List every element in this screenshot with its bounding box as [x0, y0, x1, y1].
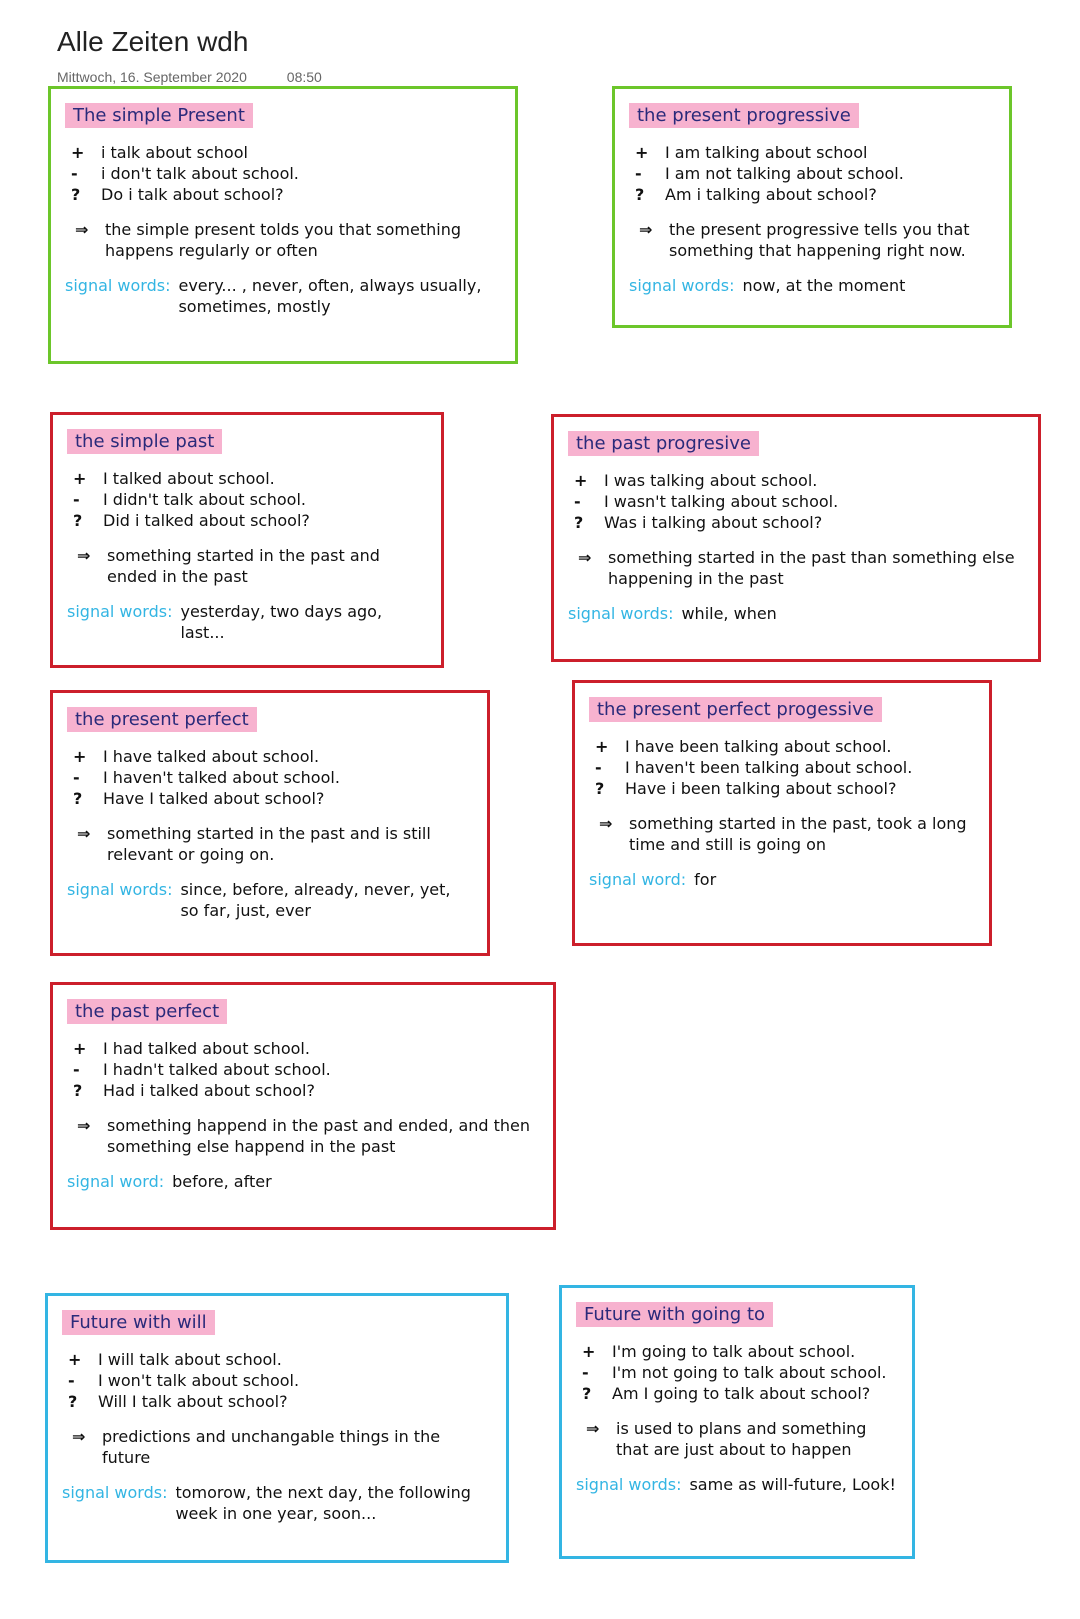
plus-symbol: +: [73, 469, 87, 488]
plus-symbol: +: [68, 1350, 82, 1369]
tense-card-future-going-to: [559, 1285, 915, 1559]
arrow-icon: ⇒: [72, 1427, 86, 1446]
example-list: [68, 1349, 492, 1412]
question-example: ? Will I talk about school?: [68, 1392, 288, 1411]
example-list: [574, 470, 1024, 533]
tense-card-past-perfect: [50, 982, 556, 1230]
usage-explanation: ⇒ is used to plans and something that are just about to happen: [586, 1419, 867, 1459]
minus-symbol: -: [595, 758, 602, 777]
question-symbol: ?: [595, 779, 605, 798]
signal-words: signal words: every... , never, often, always usually, sometimes, mostly: [65, 276, 482, 316]
page-time: 08:50: [286, 69, 322, 85]
signal-label: signal words:: [576, 1475, 682, 1494]
signal-words: signal word: for: [589, 870, 717, 889]
positive-example: + I had talked about school.: [73, 1039, 310, 1058]
plus-symbol: +: [635, 143, 649, 162]
signal-words: signal words: same as will-future, Look!: [576, 1475, 896, 1494]
arrow-icon: ⇒: [639, 220, 653, 239]
plus-symbol: +: [582, 1342, 596, 1361]
plus-symbol: +: [71, 143, 85, 162]
positive-example: + I'm going to talk about school.: [582, 1342, 856, 1361]
example-list: [635, 142, 995, 205]
signal-label: signal words:: [629, 276, 735, 295]
signal-words: signal words: while, when: [568, 604, 777, 623]
tense-heading: the past perfect: [67, 999, 227, 1024]
tense-heading: the present progressive: [629, 103, 859, 128]
usage-explanation: ⇒ something started in the past and is still relevant or going on.: [77, 824, 431, 864]
tense-card-simple-present: [48, 86, 518, 364]
negative-example: - I wasn't talking about school.: [574, 492, 839, 511]
negative-example: - I'm not going to talk about school.: [582, 1363, 887, 1382]
tense-heading: Future with going to: [576, 1302, 773, 1327]
arrow-icon: ⇒: [578, 548, 592, 567]
plus-symbol: +: [73, 747, 87, 766]
negative-example: - I hadn't talked about school.: [73, 1060, 331, 1079]
arrow-icon: ⇒: [586, 1419, 600, 1438]
positive-example: + I am talking about school: [635, 143, 868, 162]
negative-example: - i don't talk about school.: [71, 164, 299, 183]
question-example: ? Had i talked about school?: [73, 1081, 315, 1100]
tense-heading: The simple Present: [65, 103, 253, 128]
positive-example: + I have been talking about school.: [595, 737, 892, 756]
question-symbol: ?: [73, 511, 83, 530]
usage-explanation: ⇒ something started in the past than something else happening in the past: [578, 548, 1015, 588]
usage-explanation: ⇒ the simple present tolds you that something happens regularly or often: [75, 220, 462, 260]
page-meta: [57, 69, 322, 85]
signal-words: signal words: tomorow, the next day, the following week in one year, soon...: [62, 1483, 471, 1523]
question-symbol: ?: [68, 1392, 78, 1411]
usage-explanation: ⇒ predictions and unchangable things in the future: [72, 1427, 441, 1467]
positive-example: + I have talked about school.: [73, 747, 320, 766]
question-symbol: ?: [574, 513, 584, 532]
question-symbol: ?: [73, 1081, 83, 1100]
positive-example: + I will talk about school.: [68, 1350, 282, 1369]
signal-words: signal word: before, after: [67, 1172, 272, 1191]
minus-symbol: -: [73, 490, 80, 509]
example-list: [73, 1038, 539, 1101]
signal-label: signal words:: [67, 880, 173, 899]
arrow-icon: ⇒: [599, 814, 613, 833]
signal-words: signal words: yesterday, two days ago, last...: [67, 602, 383, 642]
plus-symbol: +: [595, 737, 609, 756]
question-example: ? Do i talk about school?: [71, 185, 284, 204]
question-example: ? Was i talking about school?: [574, 513, 823, 532]
example-list: [582, 1341, 898, 1404]
negative-example: - I won't talk about school.: [68, 1371, 300, 1390]
positive-example: + i talk about school: [71, 143, 248, 162]
arrow-icon: ⇒: [77, 546, 91, 565]
question-example: ? Did i talked about school?: [73, 511, 310, 530]
arrow-icon: ⇒: [75, 220, 89, 239]
tense-heading: the present perfect: [67, 707, 257, 732]
negative-example: - I haven't talked about school.: [73, 768, 340, 787]
minus-symbol: -: [68, 1371, 75, 1390]
tense-card-present-perfect: [50, 690, 490, 956]
question-symbol: ?: [635, 185, 645, 204]
negative-example: - I am not talking about school.: [635, 164, 904, 183]
tense-card-present-perfect-progressive: [572, 680, 992, 946]
signal-label: signal word:: [589, 870, 687, 889]
example-list: [73, 746, 473, 809]
arrow-icon: ⇒: [77, 1116, 91, 1135]
question-example: ? Have I talked about school?: [73, 789, 325, 808]
signal-label: signal words:: [62, 1483, 168, 1502]
question-symbol: ?: [71, 185, 81, 204]
signal-label: signal words:: [568, 604, 674, 623]
tense-card-past-progressive: [551, 414, 1041, 662]
positive-example: + I was talking about school.: [574, 471, 818, 490]
minus-symbol: -: [71, 164, 78, 183]
tense-card-present-progressive: [612, 86, 1012, 328]
plus-symbol: +: [574, 471, 588, 490]
usage-explanation: ⇒ the present progressive tells you that something that happening right now.: [639, 220, 970, 260]
signal-label: signal word:: [67, 1172, 165, 1191]
plus-symbol: +: [73, 1039, 87, 1058]
usage-explanation: ⇒ something started in the past and ended in the past: [77, 546, 380, 586]
tense-heading: the past progresive: [568, 431, 759, 456]
signal-words: signal words: now, at the moment: [629, 276, 906, 295]
usage-explanation: ⇒ something happend in the past and ended, and then something else happend in the past: [77, 1116, 531, 1156]
tense-heading: the present perfect progessive: [589, 697, 882, 722]
signal-label: signal words:: [65, 276, 171, 295]
example-list: [595, 736, 975, 799]
page-title: Alle Zeiten wdh: [57, 26, 249, 57]
example-list: [71, 142, 501, 205]
negative-example: - I didn't talk about school.: [73, 490, 306, 509]
tense-heading: Future with will: [62, 1310, 215, 1335]
tense-card-future-will: [45, 1293, 509, 1563]
tense-heading: the simple past: [67, 429, 222, 454]
minus-symbol: -: [73, 1060, 80, 1079]
question-example: ? Am i talking about school?: [635, 185, 877, 204]
question-example: ? Have i been talking about school?: [595, 779, 897, 798]
minus-symbol: -: [635, 164, 642, 183]
question-symbol: ?: [73, 789, 83, 808]
question-symbol: ?: [582, 1384, 592, 1403]
question-example: ? Am I going to talk about school?: [582, 1384, 871, 1403]
example-list: [73, 468, 427, 531]
usage-explanation: ⇒ something started in the past, took a long time and still is going on: [599, 814, 967, 854]
minus-symbol: -: [574, 492, 581, 511]
minus-symbol: -: [73, 768, 80, 787]
signal-words: signal words: since, before, already, never, yet, so far, just, ever: [67, 880, 451, 920]
signal-label: signal words:: [67, 602, 173, 621]
minus-symbol: -: [582, 1363, 589, 1382]
negative-example: - I haven't been talking about school.: [595, 758, 913, 777]
positive-example: + I talked about school.: [73, 469, 275, 488]
arrow-icon: ⇒: [77, 824, 91, 843]
page-date: Mittwoch, 16. September 2020: [57, 69, 247, 85]
tense-card-simple-past: [50, 412, 444, 668]
